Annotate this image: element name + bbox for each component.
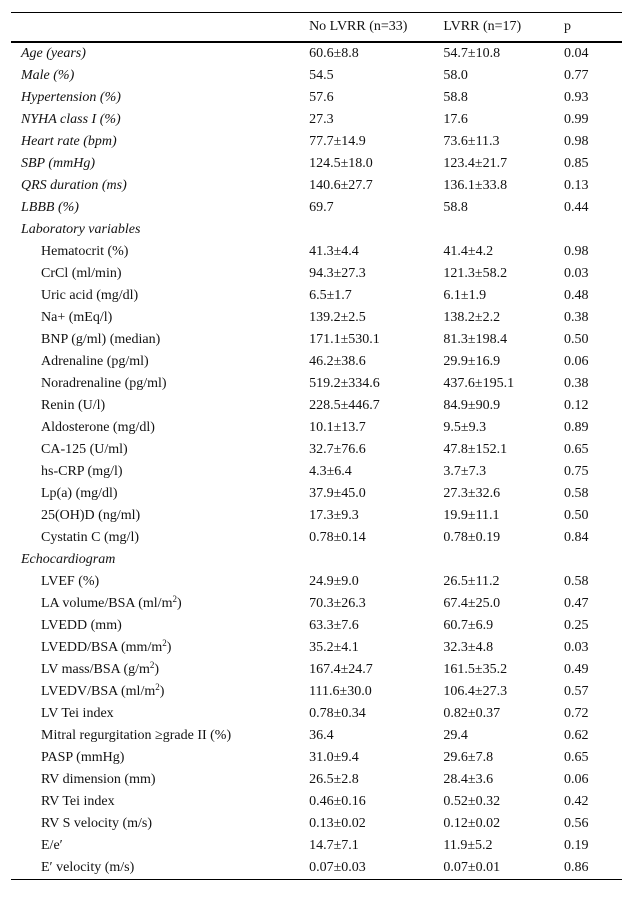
cell-no-lvrr: 27.3 [309,112,334,127]
row-label-text: LV mass/BSA (g/m [41,662,150,677]
cell-lvrr: 0.12±0.02 [443,816,501,831]
cell-p [564,219,622,241]
cell-lvrr: 11.9±5.2 [443,838,493,853]
row-label [11,637,309,659]
cell-p: 0.72 [563,706,589,721]
cell-p: 0.13 [563,178,589,193]
table-row [11,703,622,725]
cell-no-lvrr: 519.2±334.6 [309,376,380,391]
cell-lvrr: 73.6±11.3 [443,134,500,149]
cell-no-lvrr: 171.1±530.1 [309,332,380,347]
cell-no-lvrr: 17.3±9.3 [309,508,359,523]
cell-lvrr: 47.8±152.1 [443,442,508,457]
row-label-superscript: 2 [155,682,160,692]
table-row [11,395,622,417]
cell-p: 0.58 [563,574,589,589]
cell-no-lvrr: 70.3±26.3 [309,596,366,611]
cell-p: 0.49 [563,662,589,677]
cell-no-lvrr: 6.5±1.7 [309,288,352,303]
cell-p: 0.65 [563,442,589,457]
cell-no-lvrr: 124.5±18.0 [309,156,373,171]
cell-no-lvrr: 24.9±9.0 [309,574,359,589]
row-label-text: Echocardiogram [21,552,116,567]
table-row [11,593,622,615]
cell-p: 0.65 [563,750,589,765]
cell-no-lvrr: 228.5±446.7 [309,398,380,413]
row-label [11,417,309,439]
table-row [11,263,622,285]
cell-no-lvrr: 54.5 [309,68,334,83]
row-label [11,241,309,263]
row-label-text: Hematocrit (%) [41,244,129,259]
row-label-text: CA-125 (U/ml) [41,442,128,457]
cell-no-lvrr: 140.6±27.7 [309,178,373,193]
table-body [11,42,622,879]
cell-p: 0.19 [563,838,589,853]
cell-lvrr: 41.4±4.2 [443,244,494,259]
data-table [11,12,622,880]
table-row [11,351,622,373]
cell-lvrr: 9.5±9.3 [443,420,487,435]
row-label-text: Mitral regurgitation ≥grade II (%) [41,728,232,743]
row-label-text: Adrenaline (pg/ml) [41,354,149,369]
row-label-text: LBBB (%) [21,200,79,215]
row-label-text: RV Tei index [41,794,115,809]
table-row [11,461,622,483]
row-label [11,65,309,87]
cell-no-lvrr: 60.6±8.8 [309,46,359,61]
cell-lvrr: 0.52±0.32 [443,794,501,809]
cell-p: 0.56 [563,816,589,831]
row-label-suffix: ) [159,684,165,699]
cell-p: 0.57 [563,684,589,699]
cell-p: 0.99 [563,112,589,127]
row-label-text: LVEF (%) [41,574,100,589]
row-label [11,703,309,725]
row-label-text: Aldosterone (mg/dl) [41,420,155,435]
cell-lvrr: 29.6±7.8 [443,750,494,765]
table-row [11,329,622,351]
cell-lvrr: 121.3±58.2 [443,266,508,281]
cell-lvrr: 0.07±0.01 [443,857,564,879]
table-row [11,681,622,703]
table-row [11,373,622,395]
cell-no-lvrr: 0.13±0.02 [309,816,366,831]
cell-lvrr: 29.9±16.9 [443,354,501,369]
table-row [11,197,622,219]
cell-lvrr: 60.7±6.9 [443,618,494,633]
row-label [11,307,309,329]
row-label-text: LVEDD/BSA (mm/m [41,640,163,655]
row-label-superscript: 2 [162,638,167,648]
table-row [11,505,622,527]
cell-no-lvrr: 139.2±2.5 [309,310,366,325]
section-row [11,549,622,571]
cell-lvrr: 28.4±3.6 [443,772,494,787]
table-row [11,769,622,791]
section-row [11,219,622,241]
cell-lvrr: 32.3±4.8 [443,640,494,655]
row-label-text: RV S velocity (m/s) [41,816,153,831]
row-label [11,571,309,593]
cell-p: 0.85 [563,156,589,171]
row-label [11,659,309,681]
row-label-text: SBP (mmHg) [21,156,96,171]
row-label [11,505,309,527]
cell-p: 0.98 [563,244,589,259]
table-row [11,527,622,549]
cell-lvrr: 0.78±0.19 [443,530,501,545]
cell-p: 0.75 [563,464,589,479]
cell-p: 0.04 [563,46,589,61]
cell-p [564,549,622,571]
cell-lvrr: 26.5±11.2 [443,574,500,589]
header-no-lvrr: No LVRR (n=33) [309,13,443,43]
cell-lvrr: 437.6±195.1 [443,376,515,391]
row-label [11,329,309,351]
cell-no-lvrr: 63.3±7.6 [309,618,359,633]
row-label [11,769,309,791]
cell-lvrr: 67.4±25.0 [443,596,501,611]
row-label [11,373,309,395]
row-label-text: RV dimension (mm) [41,772,156,787]
row-label [11,131,309,153]
header-blank [11,13,309,43]
cell-p: 0.77 [563,68,589,83]
row-label-text: hs-CRP (mg/l) [41,464,123,479]
cell-p: 0.25 [563,618,589,633]
table-row [11,813,622,835]
row-label-superscript: 2 [172,594,177,604]
row-label-text: CrCl (ml/min) [41,266,122,281]
row-label-suffix: ) [154,662,160,677]
row-label [11,791,309,813]
cell-no-lvrr: 41.3±4.4 [309,244,359,259]
cell-lvrr: 3.7±7.3 [443,464,487,479]
table-row [11,483,622,505]
row-label-text: LV Tei index [41,706,114,721]
table-row [11,439,622,461]
cell-no-lvrr: 4.3±6.4 [309,464,352,479]
row-label-superscript: 2 [149,660,155,670]
cell-p: 0.98 [563,134,589,149]
cell-lvrr: 6.1±1.9 [443,288,487,303]
cell-no-lvrr: 35.2±4.1 [309,640,359,655]
cell-p: 0.38 [563,376,589,391]
header-row [11,13,622,43]
table-row [11,857,622,879]
table-row [11,637,622,659]
row-label [11,725,309,747]
row-label [11,285,309,307]
row-label-text: Laboratory variables [21,222,141,237]
cell-no-lvrr: 36.4 [309,728,334,743]
cell-p: 0.58 [563,486,589,501]
cell-no-lvrr: 77.7±14.9 [309,134,366,149]
table-row [11,725,622,747]
cell-no-lvrr: 31.0±9.4 [309,750,359,765]
row-label [11,747,309,769]
row-label-text: Na+ (mEq/l) [41,310,113,325]
cell-no-lvrr: 14.7±7.1 [309,838,359,853]
cell-lvrr: 0.82±0.37 [443,706,501,721]
table-row [11,175,622,197]
row-label [11,549,309,571]
table-row [11,131,622,153]
cell-lvrr [443,219,564,241]
row-label [11,395,309,417]
cell-p: 0.84 [563,530,589,545]
row-label-text: LVEDD (mm) [41,618,122,633]
row-label [11,175,309,197]
header-p: p [564,13,622,43]
cell-lvrr: 161.5±35.2 [443,662,508,677]
row-label-text: Renin (U/l) [41,398,106,413]
cell-lvrr: 58.0 [443,68,468,83]
cell-p: 0.06 [563,772,589,787]
row-label [11,483,309,505]
row-label-text: Lp(a) (mg/dl) [41,486,118,501]
cell-p: 0.03 [563,266,589,281]
cell-p: 0.38 [563,310,589,325]
table-row [11,153,622,175]
cell-no-lvrr: 46.2±38.6 [309,354,366,369]
row-label-text: Uric acid (mg/dl) [41,288,139,303]
cell-lvrr: 58.8 [443,90,468,105]
cell-lvrr: 17.6 [443,112,468,127]
table-row [11,42,622,65]
row-label [11,263,309,285]
row-label [11,351,309,373]
row-label [11,615,309,637]
table-row [11,109,622,131]
row-label [11,813,309,835]
table-row [11,747,622,769]
cell-lvrr: 138.2±2.2 [443,310,501,325]
cell-no-lvrr: 0.78±0.34 [309,706,366,721]
table-header [11,13,622,43]
cell-no-lvrr: 37.9±45.0 [309,486,366,501]
cell-no-lvrr: 0.78±0.14 [309,530,366,545]
cell-no-lvrr: 32.7±76.6 [309,442,366,457]
cell-no-lvrr: 26.5±2.8 [309,772,359,787]
cell-no-lvrr: 94.3±27.3 [309,266,366,281]
table-row [11,65,622,87]
cell-no-lvrr: 57.6 [309,90,334,105]
table-row [11,307,622,329]
table-row [11,241,622,263]
row-label-text: Noradrenaline (pg/ml) [41,376,167,391]
cell-lvrr: 58.8 [443,200,468,215]
table-row [11,615,622,637]
cell-no-lvrr: 0.07±0.03 [309,857,443,879]
row-label-text: LA volume/BSA (ml/m [41,596,173,611]
cell-p: 0.62 [563,728,589,743]
row-label-text: E/e′ [41,838,63,853]
cell-p: 0.86 [564,857,622,879]
row-label [11,42,309,65]
cell-no-lvrr [309,219,443,241]
table-row [11,659,622,681]
cell-no-lvrr: 0.46±0.16 [309,794,366,809]
row-label-text: Male (%) [21,68,75,83]
row-label-text: LVEDV/BSA (ml/m [41,684,156,699]
row-label-text: E′ velocity (m/s) [41,859,135,875]
row-label [11,439,309,461]
cell-lvrr: 136.1±33.8 [443,178,508,193]
cell-p: 0.47 [563,596,589,611]
cell-p: 0.48 [563,288,589,303]
cell-no-lvrr: 111.6±30.0 [309,684,372,699]
cell-no-lvrr [309,549,443,571]
row-label [11,681,309,703]
cell-no-lvrr: 69.7 [309,200,334,215]
cell-lvrr: 123.4±21.7 [443,156,508,171]
table-row [11,791,622,813]
table-row [11,571,622,593]
row-label [11,835,309,857]
row-label [11,857,309,879]
table-row [11,835,622,857]
row-label [11,87,309,109]
cell-p: 0.42 [563,794,589,809]
cell-p: 0.50 [563,508,589,523]
cell-lvrr: 106.4±27.3 [443,684,508,699]
cell-no-lvrr: 10.1±13.7 [309,420,366,435]
cell-lvrr: 84.9±90.9 [443,398,501,413]
cell-lvrr [443,549,564,571]
row-label [11,219,309,241]
table-row [11,87,622,109]
cell-p: 0.06 [563,354,589,369]
row-label-text: Heart rate (bpm) [21,134,117,149]
header-lvrr: LVRR (n=17) [443,13,564,43]
row-label-text: BNP (g/ml) (median) [41,332,161,347]
row-label [11,197,309,219]
cell-p: 0.03 [563,640,589,655]
table-row [11,285,622,307]
row-label-text: Hypertension (%) [21,90,121,105]
row-label [11,153,309,175]
table-row [11,417,622,439]
cell-no-lvrr: 167.4±24.7 [309,662,373,677]
row-label-text: NYHA class I (%) [21,112,121,127]
row-label [11,109,309,131]
cell-p: 0.89 [563,420,589,435]
cell-p: 0.50 [563,332,589,347]
cell-lvrr: 27.3±32.6 [443,486,501,501]
cell-p: 0.12 [563,398,589,413]
row-label-text: Age (years) [21,46,86,61]
row-label [11,461,309,483]
cell-p: 0.44 [563,200,589,215]
cell-p: 0.93 [563,90,589,105]
row-label-text: Cystatin C (mg/l) [41,530,139,545]
row-label-text: QRS duration (ms) [21,178,127,193]
cell-lvrr: 81.3±198.4 [443,332,508,347]
row-label-text: PASP (mmHg) [41,750,125,765]
row-label [11,527,309,549]
row-label-suffix: ) [166,640,172,655]
cell-lvrr: 19.9±11.1 [443,508,500,523]
row-label [11,593,309,615]
row-label-suffix: ) [176,596,182,611]
cell-lvrr: 54.7±10.8 [443,46,501,61]
row-label-text: 25(OH)D (ng/ml) [41,508,141,523]
cell-lvrr: 29.4 [443,728,468,743]
